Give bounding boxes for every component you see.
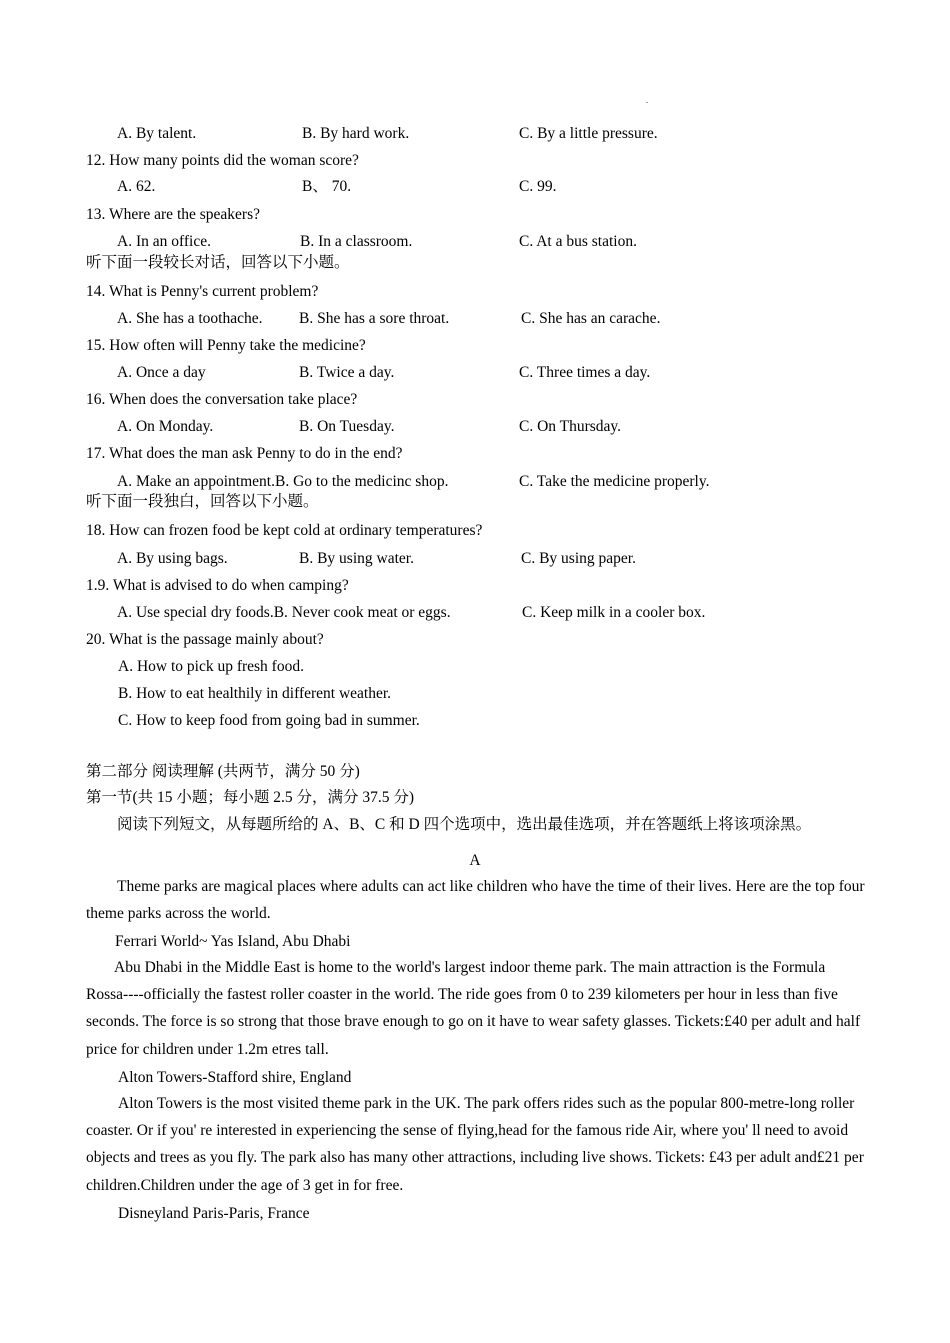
q12-option-a: A. 62. — [117, 178, 156, 195]
q15-option-b: B. Twice a day. — [299, 364, 395, 381]
q17-option-c: C. Take the medicine properly. — [519, 473, 710, 490]
q12-option-c: C. 99. — [519, 178, 557, 195]
instruction-long-dialogue: 听下面一段较长对话，回答以下小题。 — [86, 254, 350, 271]
q14-option-b: B. She has a sore throat. — [299, 310, 450, 327]
q20-option-c: C. How to keep food from going bad in summer. — [118, 712, 420, 729]
park1-text: Abu Dhabi in the Middle East is home to the world's largest indoor theme park. The main attraction is the Formula Rossa----officially the fastest roller coaster in the world. The ride goes from 0 to 239 kilometers per hour in less than five seconds. The force is so strong that those brave enough to go on it have to wear safety glasses. Tickets:£40 per adult and half price for children under 1.2m etres tall. — [86, 959, 861, 1058]
park2-title: Alton Towers-Stafford shire, England — [118, 1069, 352, 1086]
q19-option-a-b: A. Use special dry foods.B. Never cook meat or eggs. — [117, 604, 451, 621]
q20-option-a: A. How to pick up fresh food. — [118, 658, 304, 675]
q13-option-b: B. In a classroom. — [300, 233, 413, 250]
q11-option-c: C. By a little pressure. — [519, 125, 658, 142]
q16-option-b: B. On Tuesday. — [299, 418, 395, 435]
q14-question: 14. What is Penny's current problem? — [86, 283, 319, 300]
q11-option-a: A. By talent. — [117, 125, 197, 142]
q18-option-c: C. By using paper. — [521, 550, 636, 567]
q18-option-b: B. By using water. — [299, 550, 414, 567]
park1-title: Ferrari World~ Yas Island, Abu Dhabi — [115, 933, 351, 950]
passage-intro: Theme parks are magical places where adults can act like children who have the time of their lives. Here are the top four theme parks across the world. — [86, 878, 865, 923]
header-dot: . — [646, 96, 648, 105]
passage-label: A — [469, 852, 481, 869]
q16-option-a: A. On Monday. — [117, 418, 214, 435]
q13-question: 13. Where are the speakers? — [86, 206, 260, 223]
reading-instruction: 阅读下列短文，从每题所给的 A、B、C 和 D 四个选项中，选出最佳选项，并在答题纸上将该项涂黑。 — [117, 816, 812, 833]
q15-question: 15. How often will Penny take the medicine? — [86, 337, 366, 354]
q17-question: 17. What does the man ask Penny to do in the end? — [86, 445, 403, 462]
q12-question: 12. How many points did the woman score? — [86, 152, 359, 169]
q20-option-b: B. How to eat healthily in different weather. — [118, 685, 392, 702]
q12-option-b: B、 70. — [302, 178, 352, 195]
q16-option-c: C. On Thursday. — [519, 418, 622, 435]
instruction-monologue: 听下面一段独白，回答以下小题。 — [86, 493, 319, 510]
section1-title: 第一节(共 15 小题；每小题 2.5 分，满分 37.5 分) — [86, 789, 415, 806]
part2-title: 第二部分 阅读理解 (共两节，满分 50 分) — [86, 763, 360, 780]
q11-option-b: B. By hard work. — [302, 125, 410, 142]
q18-option-a: A. By using bags. — [117, 550, 228, 567]
park2-text: Alton Towers is the most visited theme park in the UK. The park offers rides such as the popular 800-metre-long roller coaster. Or if you' re interested in experiencing the sense of flying,head for the famous ride Air, where you' ll need to avoid objects and trees as you fly. The park also has many other attractions, including live shows. Tickets: £43 per adult and£21 per children.Children under the age of 3 get in for free. — [86, 1095, 864, 1194]
park3-title: Disneyland Paris-Paris, France — [118, 1205, 310, 1222]
q19-question: 1.9. What is advised to do when camping? — [86, 577, 349, 594]
q13-option-a: A. In an office. — [117, 233, 211, 250]
q18-question: 18. How can frozen food be kept cold at ordinary temperatures? — [86, 522, 483, 539]
q15-option-a: A. Once a day — [117, 364, 206, 381]
q13-option-c: C. At a bus station. — [519, 233, 637, 250]
q20-question: 20. What is the passage mainly about? — [86, 631, 324, 648]
q15-option-c: C. Three times a day. — [519, 364, 651, 381]
q16-question: 16. When does the conversation take place? — [86, 391, 358, 408]
q17-option-a-b: A. Make an appointment.B. Go to the medicinc shop. — [117, 473, 449, 490]
q14-option-c: C. She has an carache. — [521, 310, 661, 327]
q19-option-c: C. Keep milk in a cooler box. — [522, 604, 706, 621]
q14-option-a: A. She has a toothache. — [117, 310, 263, 327]
